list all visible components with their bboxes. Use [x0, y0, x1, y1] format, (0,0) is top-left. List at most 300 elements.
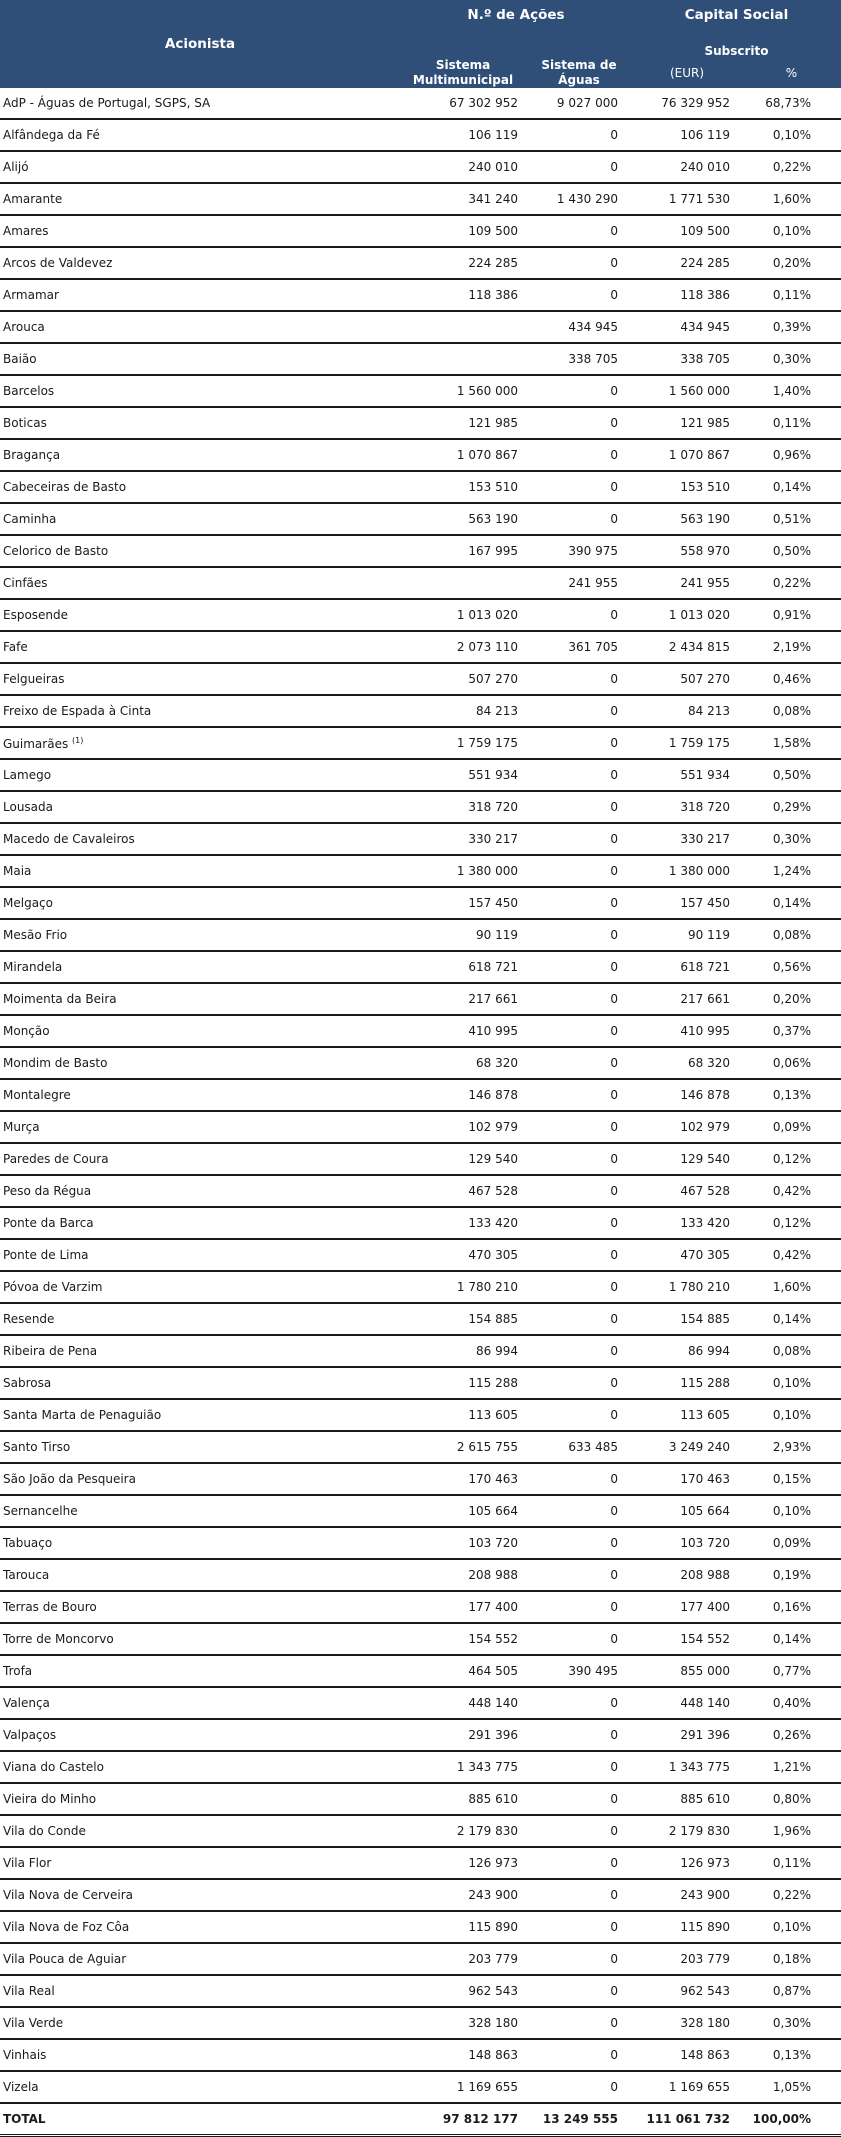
shares-sistema-aguas: 0	[526, 1335, 632, 1367]
capital-percentage: 0,80%	[742, 1783, 841, 1815]
capital-percentage: 0,20%	[742, 983, 841, 1015]
capital-percentage: 0,50%	[742, 759, 841, 791]
table-row	[0, 1271, 841, 1303]
shares-sistema-multimunicipal: 129 540	[400, 1143, 526, 1175]
shares-sistema-aguas: 1 430 290	[526, 183, 632, 215]
shareholder-name-text: AdP - Águas de Portugal, SGPS, SA	[3, 96, 211, 110]
capital-subscrito-eur: 330 217	[632, 823, 742, 855]
table-row	[0, 599, 841, 631]
shares-sistema-multimunicipal: 410 995	[400, 1015, 526, 1047]
shareholder-name	[0, 1527, 400, 1559]
capital-percentage: 100,00%	[742, 2103, 841, 2136]
shares-sistema-multimunicipal: 243 900	[400, 1879, 526, 1911]
shares-sistema-multimunicipal: 113 605	[400, 1399, 526, 1431]
shares-sistema-aguas: 0	[526, 1943, 632, 1975]
shares-sistema-aguas: 0	[526, 471, 632, 503]
shareholder-name-text: Mirandela	[3, 960, 63, 974]
shareholder-name-text: Boticas	[3, 416, 47, 430]
capital-percentage: 0,22%	[742, 1879, 841, 1911]
capital-subscrito-eur: 129 540	[632, 1143, 742, 1175]
shareholder-name	[0, 503, 400, 535]
capital-subscrito-eur: 76 329 952	[632, 88, 742, 119]
shares-sistema-aguas: 0	[526, 1623, 632, 1655]
capital-percentage: 0,12%	[742, 1207, 841, 1239]
capital-percentage: 0,10%	[742, 215, 841, 247]
shares-sistema-aguas: 0	[526, 1751, 632, 1783]
capital-subscrito-eur: 241 955	[632, 567, 742, 599]
capital-percentage: 1,96%	[742, 1815, 841, 1847]
shares-sistema-multimunicipal: 208 988	[400, 1559, 526, 1591]
header-eur: (EUR)	[632, 58, 742, 88]
table-row	[0, 279, 841, 311]
shareholder-name	[0, 599, 400, 631]
shareholder-name	[0, 88, 400, 119]
table-row	[0, 1975, 841, 2007]
shares-sistema-aguas: 0	[526, 727, 632, 759]
shareholder-name-text: Baião	[3, 352, 37, 366]
table-row	[0, 1815, 841, 1847]
shareholder-name	[0, 439, 400, 471]
shares-sistema-aguas: 633 485	[526, 1431, 632, 1463]
table-row	[0, 215, 841, 247]
shares-sistema-aguas: 0	[526, 1879, 632, 1911]
capital-percentage: 0,14%	[742, 887, 841, 919]
table-row	[0, 1303, 841, 1335]
shares-sistema-multimunicipal: 618 721	[400, 951, 526, 983]
shareholder-name	[0, 695, 400, 727]
shares-sistema-multimunicipal: 240 010	[400, 151, 526, 183]
shares-sistema-multimunicipal: 470 305	[400, 1239, 526, 1271]
shares-sistema-multimunicipal: 1 169 655	[400, 2071, 526, 2103]
table-body	[0, 88, 841, 2136]
shares-sistema-aguas: 0	[526, 1687, 632, 1719]
shares-sistema-aguas: 0	[526, 919, 632, 951]
header-acionista: Acionista	[0, 0, 400, 88]
shares-sistema-multimunicipal: 1 343 775	[400, 1751, 526, 1783]
capital-percentage: 0,29%	[742, 791, 841, 823]
capital-percentage: 0,26%	[742, 1719, 841, 1751]
shareholder-name-text: Barcelos	[3, 384, 55, 398]
capital-subscrito-eur: 855 000	[632, 1655, 742, 1687]
shares-sistema-aguas: 390 975	[526, 535, 632, 567]
shares-sistema-multimunicipal: 2 615 755	[400, 1431, 526, 1463]
capital-subscrito-eur: 118 386	[632, 279, 742, 311]
shareholder-name-text: Valpaços	[3, 1728, 57, 1742]
shareholder-name-text: Alijó	[3, 160, 29, 174]
shares-sistema-multimunicipal: 464 505	[400, 1655, 526, 1687]
shares-sistema-multimunicipal: 154 552	[400, 1623, 526, 1655]
capital-percentage: 0,91%	[742, 599, 841, 631]
shares-sistema-multimunicipal: 118 386	[400, 279, 526, 311]
capital-percentage: 0,14%	[742, 471, 841, 503]
shares-sistema-multimunicipal: 146 878	[400, 1079, 526, 1111]
capital-percentage: 0,56%	[742, 951, 841, 983]
footnote-marker: (1)	[72, 735, 84, 745]
capital-percentage: 0,18%	[742, 1943, 841, 1975]
capital-subscrito-eur: 291 396	[632, 1719, 742, 1751]
shareholder-name-text: Paredes de Coura	[3, 1152, 109, 1166]
shares-sistema-multimunicipal: 467 528	[400, 1175, 526, 1207]
capital-percentage: 0,11%	[742, 1847, 841, 1879]
header-subscrito: Subscrito	[632, 30, 841, 58]
table-row	[0, 1335, 841, 1367]
capital-subscrito-eur: 121 985	[632, 407, 742, 439]
capital-subscrito-eur: 153 510	[632, 471, 742, 503]
shares-sistema-multimunicipal: 170 463	[400, 1463, 526, 1495]
table-row	[0, 951, 841, 983]
capital-subscrito-eur: 84 213	[632, 695, 742, 727]
shares-sistema-multimunicipal: 328 180	[400, 2007, 526, 2039]
capital-subscrito-eur: 102 979	[632, 1111, 742, 1143]
shares-sistema-aguas: 0	[526, 1591, 632, 1623]
table-row	[0, 1239, 841, 1271]
capital-subscrito-eur: 103 720	[632, 1527, 742, 1559]
shares-sistema-aguas: 0	[526, 823, 632, 855]
shares-sistema-aguas: 0	[526, 503, 632, 535]
capital-percentage: 2,19%	[742, 631, 841, 663]
capital-subscrito-eur: 224 285	[632, 247, 742, 279]
table-row	[0, 887, 841, 919]
shareholder-name	[0, 471, 400, 503]
shareholder-name	[0, 1399, 400, 1431]
capital-percentage: 0,10%	[742, 119, 841, 151]
shares-sistema-aguas: 338 705	[526, 343, 632, 375]
shareholder-name	[0, 1303, 400, 1335]
capital-percentage: 1,58%	[742, 727, 841, 759]
shares-sistema-multimunicipal: 1 759 175	[400, 727, 526, 759]
table-row	[0, 1015, 841, 1047]
capital-percentage: 0,14%	[742, 1623, 841, 1655]
shareholder-name	[0, 247, 400, 279]
shareholder-name-text: Vila Flor	[3, 1856, 52, 1870]
table-row	[0, 503, 841, 535]
shareholder-name	[0, 1015, 400, 1047]
shareholder-name	[0, 1175, 400, 1207]
header-n-acoes: N.º de Ações	[400, 0, 632, 30]
capital-percentage: 0,08%	[742, 1335, 841, 1367]
shareholder-name	[0, 2007, 400, 2039]
shareholder-name-text: Celorico de Basto	[3, 544, 109, 558]
table-row	[0, 759, 841, 791]
shares-sistema-aguas: 0	[526, 791, 632, 823]
capital-percentage: 0,96%	[742, 439, 841, 471]
shares-sistema-aguas: 0	[526, 439, 632, 471]
shares-sistema-multimunicipal: 167 995	[400, 535, 526, 567]
table-row	[0, 983, 841, 1015]
capital-percentage: 0,46%	[742, 663, 841, 695]
shares-sistema-aguas: 0	[526, 695, 632, 727]
shares-sistema-multimunicipal: 84 213	[400, 695, 526, 727]
shareholder-name	[0, 215, 400, 247]
table-row	[0, 2071, 841, 2103]
table-row	[0, 439, 841, 471]
shares-sistema-aguas: 434 945	[526, 311, 632, 343]
shareholder-name-text: Moimenta da Beira	[3, 992, 117, 1006]
capital-subscrito-eur: 962 543	[632, 1975, 742, 2007]
table-row	[0, 823, 841, 855]
shareholder-name	[0, 1559, 400, 1591]
capital-subscrito-eur: 115 890	[632, 1911, 742, 1943]
capital-subscrito-eur: 243 900	[632, 1879, 742, 1911]
capital-percentage: 1,60%	[742, 1271, 841, 1303]
shares-sistema-multimunicipal: 67 302 952	[400, 88, 526, 119]
shareholder-name-text: Valença	[3, 1696, 50, 1710]
shareholder-name-text: Ribeira de Pena	[3, 1344, 98, 1358]
capital-percentage: 0,09%	[742, 1111, 841, 1143]
shareholder-name-text: Santa Marta de Penaguião	[3, 1408, 162, 1422]
capital-percentage: 0,10%	[742, 1367, 841, 1399]
shares-sistema-multimunicipal: 551 934	[400, 759, 526, 791]
shares-sistema-multimunicipal: 103 720	[400, 1527, 526, 1559]
capital-subscrito-eur: 148 863	[632, 2039, 742, 2071]
capital-percentage: 0,22%	[742, 567, 841, 599]
table-row	[0, 919, 841, 951]
shareholder-name-text: Ponte da Barca	[3, 1216, 94, 1230]
table-row	[0, 1687, 841, 1719]
shareholder-name	[0, 1495, 400, 1527]
shares-sistema-multimunicipal: 1 070 867	[400, 439, 526, 471]
shareholder-name	[0, 983, 400, 1015]
shareholder-name	[0, 1847, 400, 1879]
shares-sistema-aguas: 0	[526, 1399, 632, 1431]
shareholder-name-text: Terras de Bouro	[3, 1600, 97, 1614]
header-pct: %	[742, 58, 841, 88]
shares-sistema-multimunicipal: 2 179 830	[400, 1815, 526, 1847]
shares-sistema-multimunicipal: 341 240	[400, 183, 526, 215]
capital-subscrito-eur: 177 400	[632, 1591, 742, 1623]
shares-sistema-multimunicipal: 1 780 210	[400, 1271, 526, 1303]
capital-percentage: 0,42%	[742, 1239, 841, 1271]
shares-sistema-aguas: 0	[526, 119, 632, 151]
shares-sistema-multimunicipal	[400, 343, 526, 375]
table-row	[0, 2039, 841, 2071]
shareholder-name	[0, 183, 400, 215]
shareholder-name	[0, 1591, 400, 1623]
shareholder-name	[0, 1431, 400, 1463]
shareholder-name-text: Resende	[3, 1312, 55, 1326]
capital-subscrito-eur: 86 994	[632, 1335, 742, 1367]
shares-sistema-aguas: 0	[526, 1719, 632, 1751]
shareholder-name-text: Vila Verde	[3, 2016, 64, 2030]
shareholder-name-text: Lousada	[3, 800, 53, 814]
shareholder-name	[0, 343, 400, 375]
shares-sistema-multimunicipal: 330 217	[400, 823, 526, 855]
capital-subscrito-eur: 2 434 815	[632, 631, 742, 663]
shareholder-name-text: Vizela	[3, 2080, 39, 2094]
shareholder-name-text: Vila Real	[3, 1984, 55, 1998]
shares-sistema-aguas: 0	[526, 855, 632, 887]
capital-subscrito-eur: 434 945	[632, 311, 742, 343]
capital-subscrito-eur: 470 305	[632, 1239, 742, 1271]
shareholder-name	[0, 1047, 400, 1079]
capital-subscrito-eur: 115 288	[632, 1367, 742, 1399]
shares-sistema-aguas: 0	[526, 375, 632, 407]
shareholder-name	[0, 2103, 400, 2136]
shares-sistema-multimunicipal: 1 560 000	[400, 375, 526, 407]
capital-percentage: 0,30%	[742, 2007, 841, 2039]
table-row	[0, 1111, 841, 1143]
shares-sistema-multimunicipal: 153 510	[400, 471, 526, 503]
capital-subscrito-eur: 154 552	[632, 1623, 742, 1655]
table-row	[0, 1463, 841, 1495]
shareholder-name-text: Cabeceiras de Basto	[3, 480, 127, 494]
shareholder-name	[0, 855, 400, 887]
shareholder-name-text: Tabuaço	[3, 1536, 53, 1550]
shares-sistema-aguas: 0	[526, 1783, 632, 1815]
shareholder-name-text: Vila do Conde	[3, 1824, 86, 1838]
capital-percentage: 0,50%	[742, 535, 841, 567]
capital-percentage: 0,11%	[742, 279, 841, 311]
shareholder-name-text: Monção	[3, 1024, 50, 1038]
shares-sistema-multimunicipal: 177 400	[400, 1591, 526, 1623]
capital-subscrito-eur: 1 070 867	[632, 439, 742, 471]
shareholder-name-text: Melgaço	[3, 896, 53, 910]
capital-subscrito-eur: 551 934	[632, 759, 742, 791]
shareholder-name-text: Lamego	[3, 768, 52, 782]
table-row	[0, 88, 841, 119]
table-row	[0, 1879, 841, 1911]
table-row	[0, 1943, 841, 1975]
shareholder-name-text: Vieira do Minho	[3, 1792, 97, 1806]
capital-percentage: 0,77%	[742, 1655, 841, 1687]
shares-sistema-aguas: 0	[526, 215, 632, 247]
capital-subscrito-eur: 68 320	[632, 1047, 742, 1079]
shares-sistema-multimunicipal: 885 610	[400, 1783, 526, 1815]
shareholder-name-text: Felgueiras	[3, 672, 65, 686]
shareholder-name	[0, 1335, 400, 1367]
shareholder-name-text: Alfândega da Fé	[3, 128, 100, 142]
capital-subscrito-eur: 1 759 175	[632, 727, 742, 759]
shareholder-name	[0, 1463, 400, 1495]
shareholder-name-text: Cinfães	[3, 576, 48, 590]
table-row	[0, 1559, 841, 1591]
shareholder-name-text: TOTAL	[3, 2112, 46, 2126]
shareholder-name-text: Póvoa de Varzim	[3, 1280, 103, 1294]
shareholder-name-text: Caminha	[3, 512, 57, 526]
capital-subscrito-eur: 90 119	[632, 919, 742, 951]
table-row	[0, 151, 841, 183]
header-sistema-aguas: Sistema de Águas	[526, 30, 632, 88]
shareholder-name	[0, 1975, 400, 2007]
capital-percentage: 0,08%	[742, 695, 841, 727]
capital-subscrito-eur: 328 180	[632, 2007, 742, 2039]
shares-sistema-aguas: 0	[526, 951, 632, 983]
shares-sistema-aguas: 241 955	[526, 567, 632, 599]
table-row	[0, 1591, 841, 1623]
shareholder-name-text: Mondim de Basto	[3, 1056, 108, 1070]
capital-percentage: 0,30%	[742, 823, 841, 855]
capital-percentage: 0,51%	[742, 503, 841, 535]
shares-sistema-aguas: 390 495	[526, 1655, 632, 1687]
table-row	[0, 1527, 841, 1559]
table-row	[0, 1143, 841, 1175]
shares-sistema-aguas: 9 027 000	[526, 88, 632, 119]
table-row	[0, 375, 841, 407]
shareholder-name-text: Santo Tirso	[3, 1440, 71, 1454]
table-row	[0, 1911, 841, 1943]
shareholder-name	[0, 1207, 400, 1239]
capital-subscrito-eur: 1 380 000	[632, 855, 742, 887]
shares-sistema-multimunicipal: 86 994	[400, 1335, 526, 1367]
shares-sistema-aguas: 0	[526, 1559, 632, 1591]
capital-percentage: 2,93%	[742, 1431, 841, 1463]
capital-percentage: 1,60%	[742, 183, 841, 215]
shares-sistema-multimunicipal: 563 190	[400, 503, 526, 535]
shares-sistema-multimunicipal: 224 285	[400, 247, 526, 279]
shares-sistema-aguas: 0	[526, 1175, 632, 1207]
header-capital-social: Capital Social	[632, 0, 841, 30]
shares-sistema-aguas: 0	[526, 1367, 632, 1399]
shareholder-name-text: Trofa	[3, 1664, 33, 1678]
shares-sistema-aguas: 361 705	[526, 631, 632, 663]
shares-sistema-aguas: 0	[526, 599, 632, 631]
shares-sistema-multimunicipal	[400, 567, 526, 599]
shares-sistema-aguas: 0	[526, 887, 632, 919]
shares-sistema-multimunicipal: 203 779	[400, 1943, 526, 1975]
shares-sistema-aguas: 0	[526, 1463, 632, 1495]
shares-sistema-aguas: 0	[526, 1143, 632, 1175]
shareholder-name-text: Amares	[3, 224, 49, 238]
shareholder-name	[0, 631, 400, 663]
shares-sistema-multimunicipal: 90 119	[400, 919, 526, 951]
table-row	[0, 311, 841, 343]
shares-sistema-multimunicipal: 68 320	[400, 1047, 526, 1079]
capital-subscrito-eur: 410 995	[632, 1015, 742, 1047]
shares-sistema-multimunicipal: 154 885	[400, 1303, 526, 1335]
shareholder-name	[0, 1687, 400, 1719]
shareholder-name-text: Vila Pouca de Aguiar	[3, 1952, 127, 1966]
capital-percentage: 1,24%	[742, 855, 841, 887]
capital-subscrito-eur: 448 140	[632, 1687, 742, 1719]
table-row	[0, 535, 841, 567]
shareholder-name-text: Vinhais	[3, 2048, 47, 2062]
table-row	[0, 1431, 841, 1463]
capital-percentage: 0,19%	[742, 1559, 841, 1591]
shareholder-name	[0, 151, 400, 183]
capital-subscrito-eur: 208 988	[632, 1559, 742, 1591]
capital-subscrito-eur: 109 500	[632, 215, 742, 247]
shareholder-name	[0, 311, 400, 343]
shareholder-name	[0, 1783, 400, 1815]
shareholder-name-text: Viana do Castelo	[3, 1760, 104, 1774]
shareholder-name-text: Vila Nova de Cerveira	[3, 1888, 133, 1902]
table-row	[0, 1623, 841, 1655]
shares-sistema-aguas: 0	[526, 1847, 632, 1879]
capital-subscrito-eur: 111 061 732	[632, 2103, 742, 2136]
capital-subscrito-eur: 3 249 240	[632, 1431, 742, 1463]
shareholder-name-text: Sernancelhe	[3, 1504, 78, 1518]
table-row	[0, 1175, 841, 1207]
table-row	[0, 695, 841, 727]
shareholder-name-text: Macedo de Cavaleiros	[3, 832, 135, 846]
capital-percentage: 1,40%	[742, 375, 841, 407]
shares-sistema-aguas: 0	[526, 1239, 632, 1271]
table-header	[0, 0, 841, 88]
shares-sistema-aguas: 0	[526, 1527, 632, 1559]
shareholder-name	[0, 663, 400, 695]
table-row	[0, 471, 841, 503]
shareholder-name	[0, 1943, 400, 1975]
capital-subscrito-eur: 203 779	[632, 1943, 742, 1975]
shareholder-name	[0, 951, 400, 983]
capital-subscrito-eur: 563 190	[632, 503, 742, 535]
table-row	[0, 631, 841, 663]
shareholder-name-text: Armamar	[3, 288, 59, 302]
shares-sistema-multimunicipal: 148 863	[400, 2039, 526, 2071]
capital-subscrito-eur: 105 664	[632, 1495, 742, 1527]
shares-sistema-multimunicipal: 121 985	[400, 407, 526, 439]
table-row	[0, 1655, 841, 1687]
